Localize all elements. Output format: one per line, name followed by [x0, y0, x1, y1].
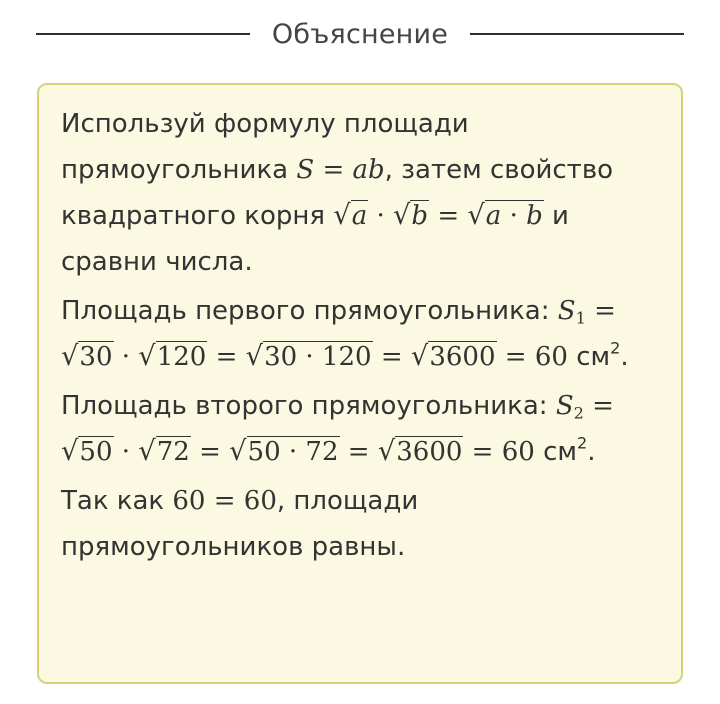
sqrt-30-times-120: √30 · 120	[245, 341, 372, 372]
first-area-label: Площадь первого прямоугольника:	[61, 296, 558, 326]
conclusion-text-a: Так как	[61, 486, 173, 516]
area-formula: S	[296, 155, 315, 185]
conclusion-equation: 60 = 60	[172, 486, 277, 516]
explanation-paragraph-first-area	[61, 288, 661, 380]
sqrt-120: √120	[138, 341, 207, 372]
sqrt-b: √b	[393, 200, 429, 231]
equals-sign-2: =	[437, 201, 460, 231]
equals-sign: =	[347, 437, 370, 467]
equals-sign: =	[199, 437, 221, 467]
header-right-divider	[470, 33, 684, 35]
dot: ·	[121, 437, 131, 467]
dot: ·	[121, 342, 131, 372]
s1-symbol: $S_1$	[557, 296, 586, 328]
equals-sign: =	[215, 342, 238, 372]
equals-sign: =	[594, 296, 616, 326]
equals-sign: =	[380, 342, 403, 372]
sqrt-ab: √a · b	[467, 200, 543, 231]
sqrt-72: √72	[138, 436, 190, 467]
hint-text-b: , затем свойство квадратного корня	[61, 155, 614, 231]
equals-sign: =	[471, 437, 494, 467]
second-area-result: 60	[501, 437, 535, 467]
hint-text-a: Используй формулу площади прямоугольника	[61, 109, 469, 185]
explanation-header	[36, 14, 684, 54]
second-area-label: Площадь второго прямоугольника:	[61, 391, 556, 421]
area-formula-rhs: ab	[352, 155, 385, 185]
equals-sign: =	[504, 342, 527, 372]
sqrt-50-times-72: √50 · 72	[229, 436, 339, 467]
sqrt-50: √50	[61, 436, 113, 467]
sqrt-3600: √3600	[410, 341, 496, 372]
sqrt-30: √30	[61, 341, 113, 372]
unit-cm2: $см^2$.	[543, 433, 596, 467]
explanation-title: Объяснение	[271, 18, 449, 50]
first-area-result: 60	[534, 342, 568, 372]
header-left-divider	[36, 33, 250, 35]
hint-text-c: и сравни числа.	[61, 201, 569, 277]
explanation-panel	[37, 83, 683, 684]
conclusion-text-b: , площади прямоугольников равны.	[61, 486, 419, 562]
explanation-paragraph-conclusion	[61, 478, 661, 570]
explanation-paragraph-second-area	[61, 383, 661, 475]
unit-cm2: $см^2$.	[576, 338, 629, 372]
explanation-paragraph-hint	[61, 101, 661, 285]
sqrt-a: √a	[333, 200, 368, 231]
s2-symbol: $S_2$	[555, 391, 584, 423]
equals-sign-1: =	[322, 155, 345, 185]
sqrt-3600: √3600	[377, 436, 463, 467]
equals-sign: =	[592, 391, 614, 421]
dot-1: ·	[376, 201, 385, 231]
